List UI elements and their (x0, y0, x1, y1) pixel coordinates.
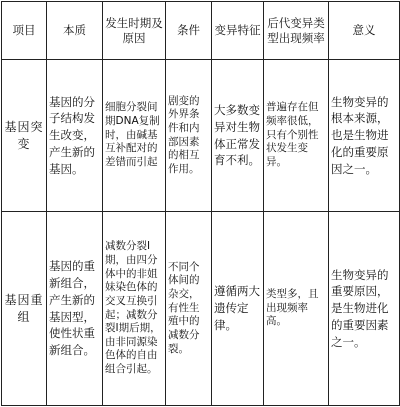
cell-mutation-condition: 剧变的外界条件和内部因素的相互作用。 (166, 60, 212, 212)
cell-mutation-essence: 基因的分子结构发生改变，产生新的基因。 (47, 60, 103, 212)
cell-mutation-variation-feature: 大多数变异对生物体正常发育不利。 (212, 60, 264, 212)
table-header-row (2, 2, 400, 60)
cell-recombination-significance: 生物变异的重要原因，是生物进化的重要因素之一。 (329, 212, 400, 406)
header-condition: 条件 (166, 2, 212, 60)
cell-mutation-significance: 生物变异的根本来源，也是生物进化的重要原因之一。 (329, 60, 400, 212)
cell-recombination-timing-cause: 减数分裂Ⅰ期，由四分体中的非姐妹染色体的交叉互换引起；减数分裂Ⅰ期后期，由非同源染色体的自由组合引起。 (103, 212, 166, 406)
header-timing-cause: 发生时期及原因 (103, 2, 166, 60)
table-row-gene-recombination (2, 212, 400, 406)
cell-recombination-offspring-frequency: 类型多，且出现频率高。 (264, 212, 329, 406)
cell-mutation-offspring-frequency: 普遍存在但频率很低，只有个别性状发生变异。 (264, 60, 329, 212)
cell-recombination-essence: 基因的重新组合，产生新的基因型，使性状重新组合。 (47, 212, 103, 406)
row-label-gene-recombination: 基因重组 (2, 212, 47, 406)
header-offspring-type-frequency: 后代变异类型出现频率 (264, 2, 329, 60)
header-item: 项目 (2, 2, 47, 60)
header-essence: 本质 (47, 2, 103, 60)
header-significance: 意义 (329, 2, 400, 60)
gene-variation-comparison-table (1, 1, 400, 406)
table-row-gene-mutation (2, 60, 400, 212)
cell-mutation-timing-cause: 细胞分裂间期DNA复制时，由碱基互补配对的差错而引起 (103, 60, 166, 212)
header-variation-feature: 变异特征 (212, 2, 264, 60)
cell-recombination-condition: 不同个体间的杂交，有性生殖中的减数分裂。 (166, 212, 212, 406)
cell-recombination-variation-feature: 遵循两大遗传定律。 (212, 212, 264, 406)
row-label-gene-mutation: 基因突变 (2, 60, 47, 212)
